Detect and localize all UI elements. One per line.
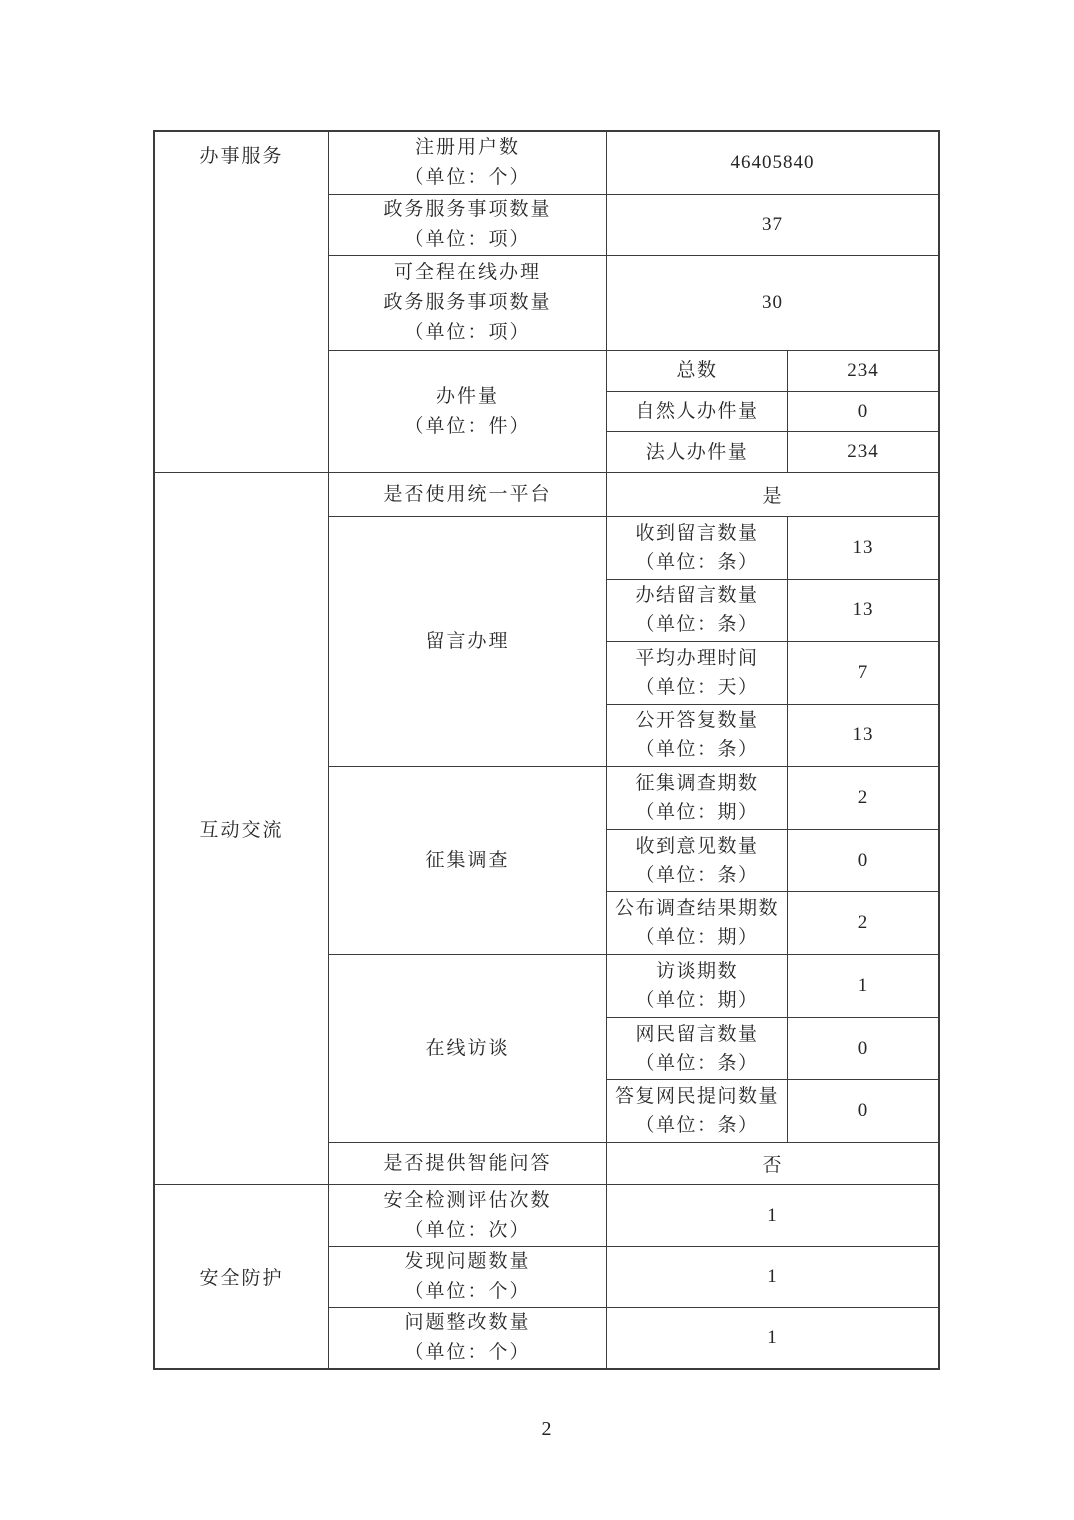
table-subrow bbox=[607, 517, 938, 579]
item-label-line: 征集调查 bbox=[425, 849, 510, 871]
subrow-label-cell bbox=[607, 1080, 788, 1142]
item-label-cell bbox=[329, 517, 607, 766]
item-label-line: 是否提供智能问答 bbox=[383, 1152, 552, 1174]
subrow-label-cell bbox=[607, 767, 788, 829]
subrow-value-cell: 0 bbox=[857, 400, 869, 422]
item-label-cell bbox=[329, 1143, 607, 1184]
item-label-line: （单位：个） bbox=[404, 1281, 531, 1302]
subrow-value-cell: 2 bbox=[857, 912, 869, 934]
subrow-label-line: 访谈期数 bbox=[655, 960, 738, 982]
table-subrow bbox=[607, 891, 938, 954]
table-row bbox=[329, 1142, 938, 1184]
item-label-line: 问题整改数量 bbox=[404, 1312, 531, 1333]
subrow-label-line: 收到意见数量 bbox=[635, 835, 759, 857]
subrow-label-cell bbox=[607, 580, 788, 642]
table-subrow bbox=[607, 431, 938, 472]
item-label-cell bbox=[329, 473, 607, 516]
subrow-label-line: （单位：天） bbox=[635, 676, 759, 698]
value-cell: 46405840 bbox=[730, 152, 815, 173]
item-label-cell bbox=[329, 195, 607, 255]
subrow-label-cell bbox=[607, 517, 788, 579]
subrow-label-cell bbox=[607, 955, 788, 1017]
subrow-value-cell: 13 bbox=[852, 724, 874, 746]
subrow-label-line: 征集调查期数 bbox=[635, 772, 759, 794]
row-content bbox=[607, 132, 938, 194]
table-section bbox=[155, 1184, 938, 1368]
section-rows bbox=[329, 1185, 938, 1368]
table-row bbox=[329, 1307, 938, 1368]
subrow-value-cell: 234 bbox=[847, 441, 879, 463]
subrow-label-cell bbox=[607, 705, 788, 767]
table-row bbox=[329, 132, 938, 194]
table-subrow bbox=[607, 829, 938, 892]
table-subrow bbox=[607, 351, 938, 391]
table-subrow bbox=[607, 1079, 938, 1142]
subrow-label-line: （单位：条） bbox=[635, 864, 759, 886]
table-row bbox=[329, 1185, 938, 1246]
item-label-line: （单位：个） bbox=[404, 1342, 531, 1363]
item-label-line: 是否使用统一平台 bbox=[383, 483, 552, 505]
table-section bbox=[155, 132, 938, 472]
item-label-line: （单位：次） bbox=[404, 1219, 531, 1241]
row-content bbox=[607, 1247, 938, 1307]
table-subrow bbox=[607, 391, 938, 432]
table-row bbox=[329, 350, 938, 472]
subrow-label-line: （单位：条） bbox=[635, 1052, 759, 1074]
subrow-value-cell: 13 bbox=[852, 599, 874, 621]
table-row bbox=[329, 954, 938, 1142]
value-cell: 1 bbox=[767, 1266, 778, 1287]
item-label-cell bbox=[329, 1185, 607, 1246]
subrow-value-cell: 0 bbox=[857, 1037, 869, 1059]
subrow-label-cell bbox=[607, 392, 788, 432]
subrow-label-cell bbox=[607, 1018, 788, 1080]
subrow-label-line: 答复网民提问数量 bbox=[614, 1086, 779, 1108]
item-label-line: 注册用户数 bbox=[414, 137, 520, 158]
subrow-value-cell: 1 bbox=[857, 974, 869, 996]
subrow-label-cell bbox=[607, 351, 788, 391]
subrow-label-line: （单位：期） bbox=[635, 927, 759, 949]
value-cell: 否 bbox=[762, 1155, 783, 1176]
row-content bbox=[607, 256, 938, 350]
item-label-cell bbox=[329, 132, 607, 194]
value-cell: 1 bbox=[767, 1204, 778, 1226]
subrow-label-line: （单位：条） bbox=[635, 739, 759, 761]
subrow-value-cell: 13 bbox=[852, 536, 874, 558]
item-label-line: 安全检测评估次数 bbox=[383, 1189, 552, 1211]
subrow-value-cell: 0 bbox=[857, 1100, 869, 1122]
subrow-value-cell: 0 bbox=[857, 849, 869, 871]
page-number: 2 bbox=[541, 1418, 552, 1440]
item-label-line: （单位：件） bbox=[404, 415, 531, 437]
item-label-line: 办件量 bbox=[435, 385, 499, 407]
subrow-label-line: 法人办件量 bbox=[645, 441, 749, 463]
subrow-label-cell bbox=[607, 892, 788, 954]
subrow-label-cell bbox=[607, 432, 788, 472]
table-subrow bbox=[607, 767, 938, 829]
table-row bbox=[329, 473, 938, 516]
item-label-line: （单位：项） bbox=[404, 322, 531, 343]
category-cell: 办事服务 bbox=[155, 132, 329, 472]
item-label-line: 发现问题数量 bbox=[404, 1251, 531, 1272]
item-label-line: 政务服务事项数量 bbox=[383, 199, 552, 220]
row-content bbox=[607, 351, 938, 472]
item-label-line: 留言办理 bbox=[425, 630, 510, 652]
table-subrow bbox=[607, 579, 938, 642]
item-label-cell bbox=[329, 955, 607, 1142]
table-row bbox=[329, 1246, 938, 1307]
value-cell: 是 bbox=[762, 486, 783, 507]
item-label-cell bbox=[329, 1308, 607, 1368]
subrow-label-line: （单位：条） bbox=[635, 614, 759, 636]
row-content bbox=[607, 767, 938, 954]
subrow-label-line: （单位：条） bbox=[635, 1115, 759, 1137]
subrow-label-cell bbox=[607, 642, 788, 704]
table-row bbox=[329, 516, 938, 766]
subrow-label-line: 平均办理时间 bbox=[635, 647, 759, 669]
table-row bbox=[329, 255, 938, 350]
item-label-line: 政务服务事项数量 bbox=[383, 292, 552, 313]
row-content bbox=[607, 195, 938, 255]
section-rows bbox=[329, 473, 938, 1184]
value-cell: 1 bbox=[767, 1327, 778, 1348]
subrow-value-cell: 234 bbox=[847, 359, 879, 381]
row-content bbox=[607, 955, 938, 1142]
subrow-label-line: （单位：期） bbox=[635, 989, 759, 1011]
table-section bbox=[155, 472, 938, 1184]
table-subrow bbox=[607, 955, 938, 1017]
table-row bbox=[329, 766, 938, 954]
subrow-label-cell bbox=[607, 830, 788, 892]
row-content bbox=[607, 1143, 938, 1184]
item-label-cell bbox=[329, 351, 607, 472]
row-content bbox=[607, 473, 938, 516]
subrow-label-line: 总数 bbox=[676, 360, 718, 382]
subrow-label-line: 办结留言数量 bbox=[635, 585, 759, 607]
subrow-label-line: （单位：期） bbox=[635, 801, 759, 823]
value-cell: 30 bbox=[762, 292, 783, 313]
table-row bbox=[329, 194, 938, 255]
item-label-cell bbox=[329, 1247, 607, 1307]
table-subrow bbox=[607, 641, 938, 704]
table-subrow bbox=[607, 1017, 938, 1080]
subrow-value-cell: 2 bbox=[857, 786, 869, 808]
item-label-line: 在线访谈 bbox=[425, 1037, 510, 1059]
report-table bbox=[153, 130, 940, 1370]
category-cell: 互动交流 bbox=[155, 473, 329, 1184]
table-subrow bbox=[607, 704, 938, 767]
item-label-line: 可全程在线办理 bbox=[393, 262, 541, 283]
item-label-cell bbox=[329, 256, 607, 350]
subrow-label-line: 公布调查结果期数 bbox=[614, 898, 779, 920]
subrow-label-line: 自然人办件量 bbox=[635, 401, 759, 422]
item-label-cell bbox=[329, 767, 607, 954]
item-label-line: （单位：个） bbox=[404, 167, 531, 188]
subrow-label-line: 网民留言数量 bbox=[635, 1023, 759, 1045]
item-label-line: （单位：项） bbox=[404, 229, 531, 250]
section-rows bbox=[329, 132, 938, 472]
subrow-label-line: （单位：条） bbox=[635, 551, 759, 573]
row-content bbox=[607, 517, 938, 766]
row-content bbox=[607, 1308, 938, 1368]
subrow-value-cell: 7 bbox=[857, 661, 869, 683]
row-content bbox=[607, 1185, 938, 1246]
subrow-label-line: 收到留言数量 bbox=[635, 522, 759, 544]
category-cell: 安全防护 bbox=[155, 1185, 329, 1368]
value-cell: 37 bbox=[762, 214, 783, 235]
subrow-label-line: 公开答复数量 bbox=[635, 710, 759, 732]
